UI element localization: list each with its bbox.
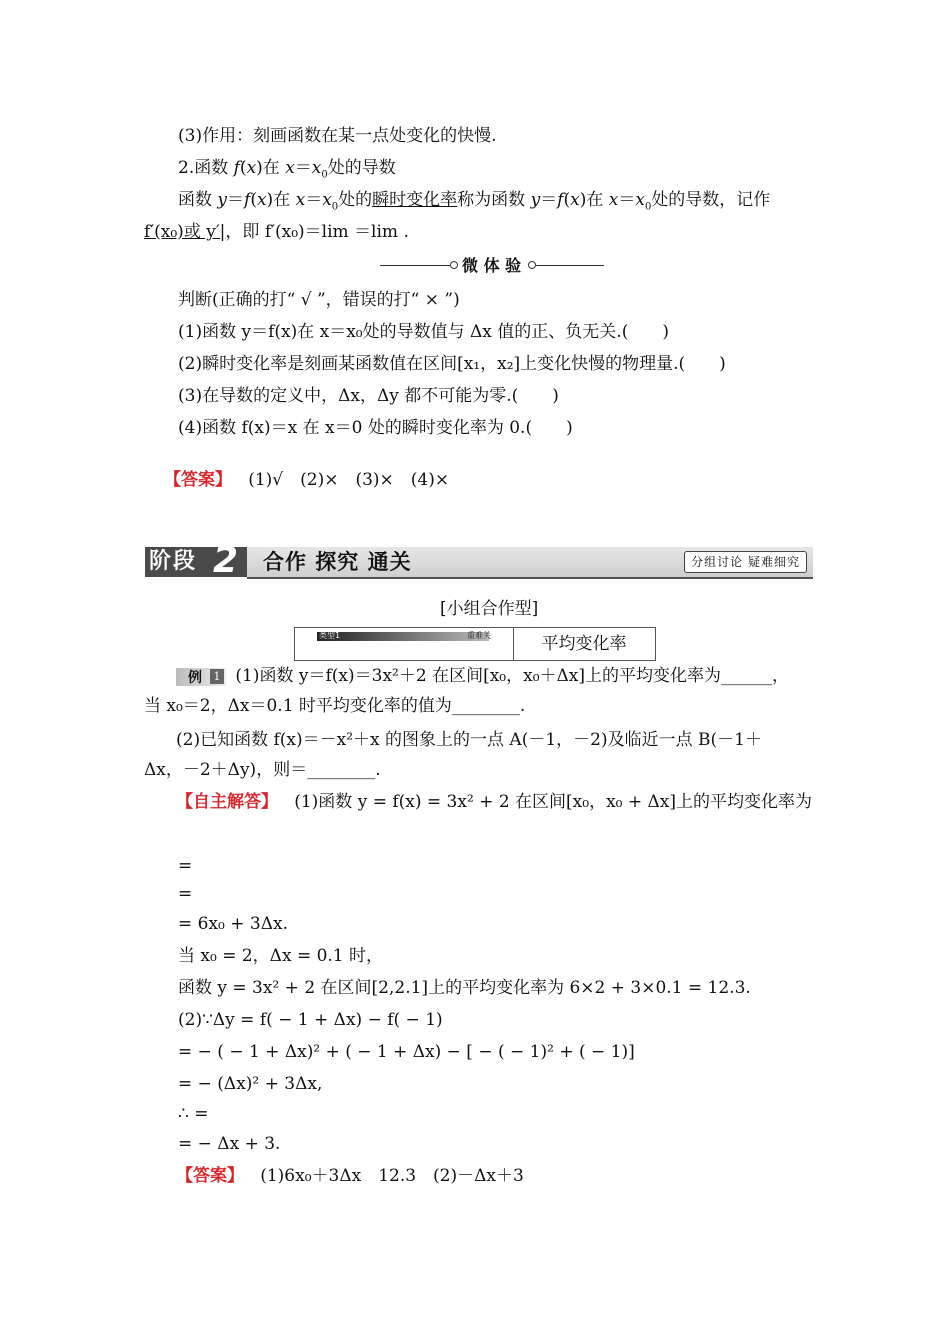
- text-frag: 在: [586, 190, 609, 210]
- example-line-1: [176, 664, 789, 688]
- math-x0: x: [311, 158, 322, 178]
- stage-title: 合作 探究 通关: [263, 550, 412, 574]
- stage-badge: [145, 540, 247, 581]
- example-line-3: (2)已知函数 f(x)＝－x²＋x 的图象上的一点 A(－1，－2)及临近一点 B(－1＋: [176, 730, 762, 750]
- answer-row: [164, 468, 449, 492]
- judge-intro: 判断(正确的打“ √ ”，错误的打“ × ”): [178, 290, 460, 310]
- text-line: (3)作用：刻画函数在某一点处变化的快慢.: [178, 126, 497, 146]
- stage-tag: 分组讨论 疑难细究: [684, 551, 807, 573]
- question-2: (2)瞬时变化率是刻画某函数值在区间[x₁，x₂]上变化快慢的物理量.( ): [178, 354, 726, 374]
- answer-label: 【答案】: [164, 470, 232, 490]
- text-frag: ，即 f′(x₀)＝lim ＝lim .: [225, 222, 409, 242]
- solution-label: 【自主解答】: [176, 792, 278, 812]
- separator-dot-left: [450, 261, 458, 269]
- solution-step: 函数 y = 3x² + 2 在区间[2,2.1]上的平均变化率为 6×2 + 3×0.1 = 12.3.: [178, 978, 751, 998]
- stage-label: 阶段: [149, 549, 198, 574]
- solution-step: 当 x₀ = 2，Δx = 0.1 时，: [178, 946, 384, 966]
- text-frag: 处的导数，记作: [651, 190, 771, 210]
- math-fx: f: [233, 158, 240, 178]
- solution-step: ∴ =: [178, 1104, 209, 1124]
- solution-text: (1)函数 y = f(x) = 3x² + 2 在区间[x₀，x₀ + Δx]上的平均变化率为: [294, 792, 813, 812]
- type-box: [294, 627, 656, 661]
- text-frag: 在: [273, 190, 296, 210]
- text-frag: 称为函数: [457, 190, 531, 210]
- separator-line-left: [380, 265, 450, 266]
- heading-mid: 在: [262, 158, 286, 178]
- example-line-4: Δx，－2＋Δy)，则＝________.: [144, 760, 381, 780]
- example-badge: 例 1: [176, 668, 226, 686]
- example-line-2: 当 x₀＝2，Δx＝0.1 时平均变化率的值为________.: [144, 696, 526, 716]
- example-text: (1)函数 y＝f(x)＝3x²＋2 在区间[x₀，x₀＋Δx]上的平均变化率为______，: [235, 666, 790, 686]
- solution-step: =: [178, 856, 193, 876]
- separator-line-right: [536, 265, 604, 266]
- underlined-notation: f′(x₀)或 y′|: [144, 222, 226, 242]
- mini-heading: 微 体 验: [462, 256, 522, 275]
- type-title: 平均变化率: [541, 634, 627, 654]
- heading-prefix: 2.函数: [178, 158, 234, 178]
- final-answer-label: 【答案】: [176, 1166, 244, 1186]
- solution-step: = − ( − 1 + Δx)² + ( − 1 + Δx) − [ − ( − 1)² + ( − 1)]: [178, 1042, 635, 1062]
- solution-step: (2)∵Δy = f( − 1 + Δx) − f( − 1): [178, 1010, 443, 1030]
- type-tag-2: 重难关: [467, 631, 491, 640]
- final-answer-row: [176, 1164, 524, 1188]
- section-heading: 2.函数 f(x)在 $x=x_0$处的导数: [178, 158, 396, 181]
- solution-step: = − (Δx)² + 3Δx,: [178, 1074, 323, 1094]
- final-answer-text: (1)6x₀＋3Δx 12.3 (2)－Δx＋3: [260, 1166, 524, 1186]
- question-3: (3)在导数的定义中，Δx，Δy 都不可能为零.( ): [178, 386, 559, 406]
- solution-step: = − Δx + 3.: [178, 1134, 281, 1154]
- math-x: x: [285, 158, 295, 178]
- solution-step: =: [178, 884, 193, 904]
- stage-number: 2: [213, 540, 239, 581]
- heading-suffix: 处的导数: [327, 158, 396, 178]
- question-4: (4)函数 f(x)＝x 在 x＝0 处的瞬时变化率为 0.( ): [178, 418, 573, 438]
- type-tag: 类型1: [319, 631, 341, 640]
- answer-text: (1)√ (2)× (3)× (4)×: [248, 470, 450, 490]
- definition-line: 函数 y＝f(x)在 $x=x_0$处的瞬时变化率称为函数 y＝f(x)在 $x=x_0$处的导数，记作: [178, 190, 771, 213]
- text-frag: 处的: [338, 190, 373, 210]
- solution-step: = 6x₀ + 3Δx.: [178, 914, 289, 934]
- type-box-left: [295, 628, 514, 660]
- type-strip: [317, 632, 489, 641]
- text-frag: 函数: [178, 190, 218, 210]
- math-x: x: [246, 158, 257, 178]
- stage-banner: [145, 540, 813, 581]
- group-heading: [小组合作型]: [440, 599, 539, 619]
- solution-line-1: [176, 790, 812, 814]
- question-1: (1)函数 y＝f(x)在 x＝x₀处的导数值与 Δx 值的正、负无关.( ): [178, 322, 669, 342]
- underlined-term: 瞬时变化率: [372, 190, 458, 210]
- separator-dot-right: [528, 261, 536, 269]
- definition-line-2: [144, 220, 409, 244]
